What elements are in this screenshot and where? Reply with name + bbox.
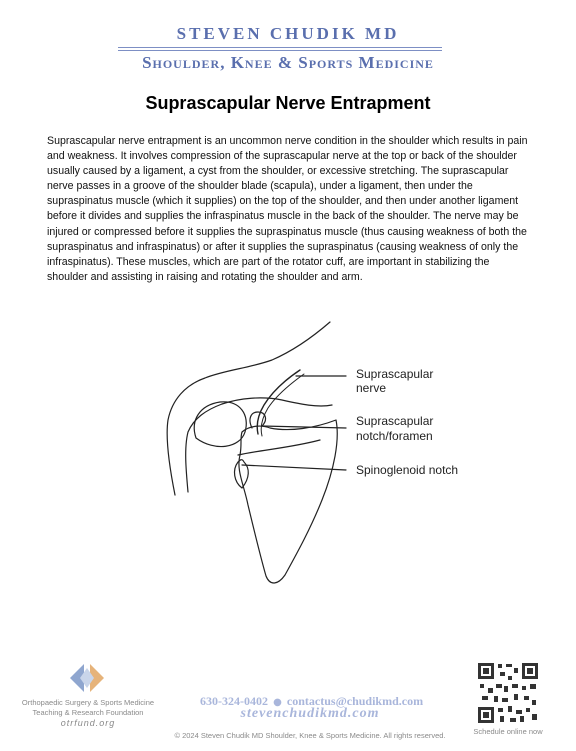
leader-notch — [262, 426, 346, 428]
label-nerve-2: nerve — [356, 381, 387, 395]
copyright-notice: © 2024 Steven Chudik MD Shoulder, Knee & Sports Medicine. All rights reserved. — [174, 731, 446, 740]
scapula-outline — [239, 420, 337, 583]
humeral-head — [194, 402, 246, 447]
qr-code[interactable] — [476, 661, 540, 725]
glenoid — [235, 460, 249, 488]
body-paragraph: Suprascapular nerve entrapment is an uncommon nerve condition in the shoulder which results in pain and weakness. It involves compression of the suprascapular nerve at the top or back of the shoulder usually caused by a ligament, a cyst from the shoulder, or excessive stretching. The suprascapular nerve passes in a groove of the shoulder blade (scapula), under a ligament, then under the supraspinatus muscle (which it supplies) on the top of the shoulder, and then under another ligament before it divides and supplies the infraspinatus muscle in the back of the shoulder. The nerve may be injured or compressed before it supplies the supraspinatus muscle (thus causing weakness of both the supraspinatus and infraspinatus) or after it supplies the supraspinatus (causing weakness of only the infraspinatus). These muscles, which are part of the rotator cuff, are important in stabilizing the shoulder and assisting in raising and rotating the shoulder and arm. — [47, 135, 528, 283]
bullet-separator: ● — [273, 697, 282, 708]
contact-email[interactable]: contactus@chudikmd.com — [286, 694, 424, 708]
page-title: Suprascapular Nerve Entrapment — [145, 93, 431, 113]
phone-number[interactable]: 630-324-0402 — [200, 694, 268, 708]
label-spinoglenoid: Spinoglenoid notch — [356, 463, 459, 477]
scapular-spine — [238, 440, 320, 455]
qr-caption: Schedule online now — [473, 727, 543, 736]
header-subtitle: Shoulder, Knee & Sports Medicine — [142, 53, 434, 72]
leader-spino — [242, 465, 346, 470]
label-nerve-1: Suprascapular — [356, 367, 434, 381]
header-name: STEVEN CHUDIK MD — [176, 24, 400, 43]
label-notch-2: notch/foramen — [356, 429, 433, 443]
foundation-logo — [70, 664, 104, 692]
label-notch-1: Suprascapular — [356, 414, 434, 428]
foundation-url[interactable]: otrfund.org — [60, 718, 116, 728]
website-link[interactable]: stevenchudikmd.com — [240, 706, 380, 721]
foundation-name-line1: Orthopaedic Surgery & Sports Medicine — [21, 698, 155, 707]
foundation-name-line2: Teaching & Research Foundation — [32, 708, 144, 717]
humerus-inner — [186, 404, 222, 492]
humerus-outline — [167, 322, 330, 495]
acromion — [222, 398, 332, 406]
